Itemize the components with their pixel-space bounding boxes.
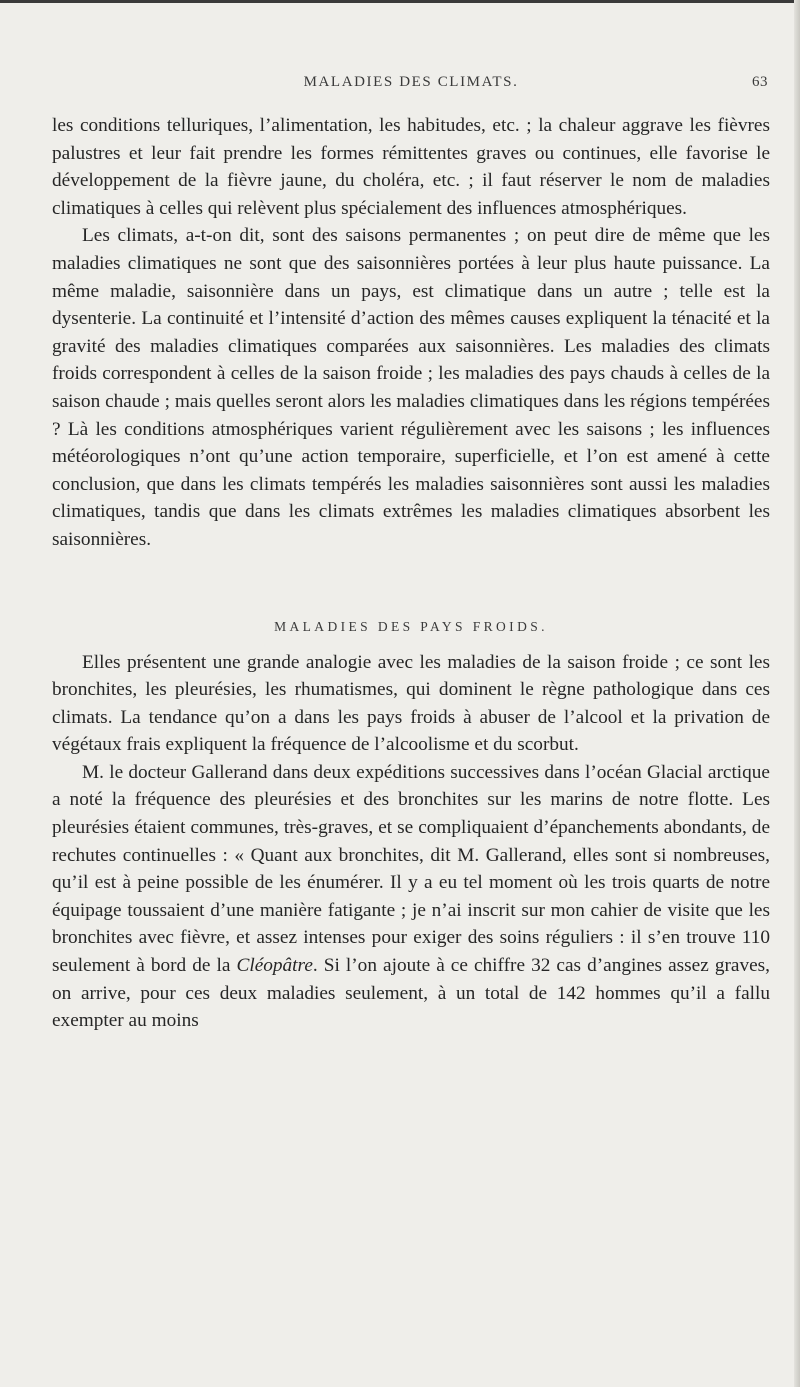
gallerand-text-end: . Si l’on ajoute à ce chiffre 32 cas d’angines assez graves, on arrive, pour ces deux maladies seulement, à un total de 142 hommes qu’il a fallu exempter au moins <box>52 955 770 1032</box>
paragraph-continued: les conditions telluriques, l’alimentation, les habitudes, etc. ; la chaleur aggrave les fièvres palustres et leur fait prendre les formes rémittentes graves ou continues, elle favorise le développement de la fièvre jaune, du choléra, etc. ; il faut réserver le nom de maladies climatiques à celles qui relèvent plus spécialement des influences atmosphériques. <box>52 115 770 219</box>
paragraph-climats: Les climats, a-t-on dit, sont des saisons permanentes ; on peut dire de même que les maladies climatiques ne sont que des saisonnières portées à leur plus haute puissance. La même maladie, saisonnière dans un pays, est climatique dans un autre ; telle est la dysenterie. La continuité et l’intensité d’action des mêmes causes expliquent la ténacité et la gravité des maladies climatiques comparées aux saisonnières. Les maladies des climats froids correspondent à celles de la saison froide ; les maladies des pays chauds à celles de la saison chaude ; mais quelles seront alors les maladies climatiques dans les régions tempérées ? Là les conditions atmosphériques varient régulièrement avec les saisons ; les influences météorologiques n’ont qu’une action temporaire, superficielle, et l’on est amené à cette conclusion, que dans les climats tempérés les maladies saisonnières sont aussi les maladies climatiques, tandis que dans les climats extrêmes les maladies climatiques absorbent les saisonnières. <box>52 225 770 550</box>
gallerand-text-start: M. le docteur Gallerand dans deux expéditions successives dans l’océan Glacial arctique a noté la fréquence des pleurésies et des bronchites sur les marins de notre flotte. Les pleurésies étaient communes, très-graves, et se compliquaient d’épanchements abondants, de rechutes continuelles : « Quant aux bronchites, dit M. Gallerand, elles sont si nombreuses, qu’il est à peine possible de les énumérer. Il y a eu tel moment où les trois quarts de notre équipage toussaient d’une manière fatigante ; je n’ai inscrit sur mon cahier de visite que les bronchites avec fièvre, et assez intenses pour exiger des soins réguliers : il s’en trouve 110 seulement à bord de la <box>52 761 770 977</box>
section-title: MALADIES DES PAYS FROIDS. <box>274 618 548 634</box>
paragraph-pays-froids: Elles présentent une grande analogie avec les maladies de la saison froide ; ce sont les bronchites, les pleurésies, les rhumatismes, qui dominent le règne pathologique dans ces climats. La tendance qu’on a dans les pays froids à abuser de l’alcool et la privation de végétaux frais expliquent la fréquence de l’alcoolisme et du scorbut. <box>52 651 770 756</box>
scan-top-border <box>0 0 800 3</box>
running-head-title: MALADIES DES CLIMATS. <box>303 74 519 90</box>
book-page <box>52 74 770 1035</box>
paragraph-gallerand <box>52 759 770 1035</box>
ship-name-italic: Cléopâtre <box>236 955 313 977</box>
running-head <box>52 74 770 104</box>
scan-right-edge <box>794 0 800 1387</box>
page-number: 63 <box>752 74 768 90</box>
